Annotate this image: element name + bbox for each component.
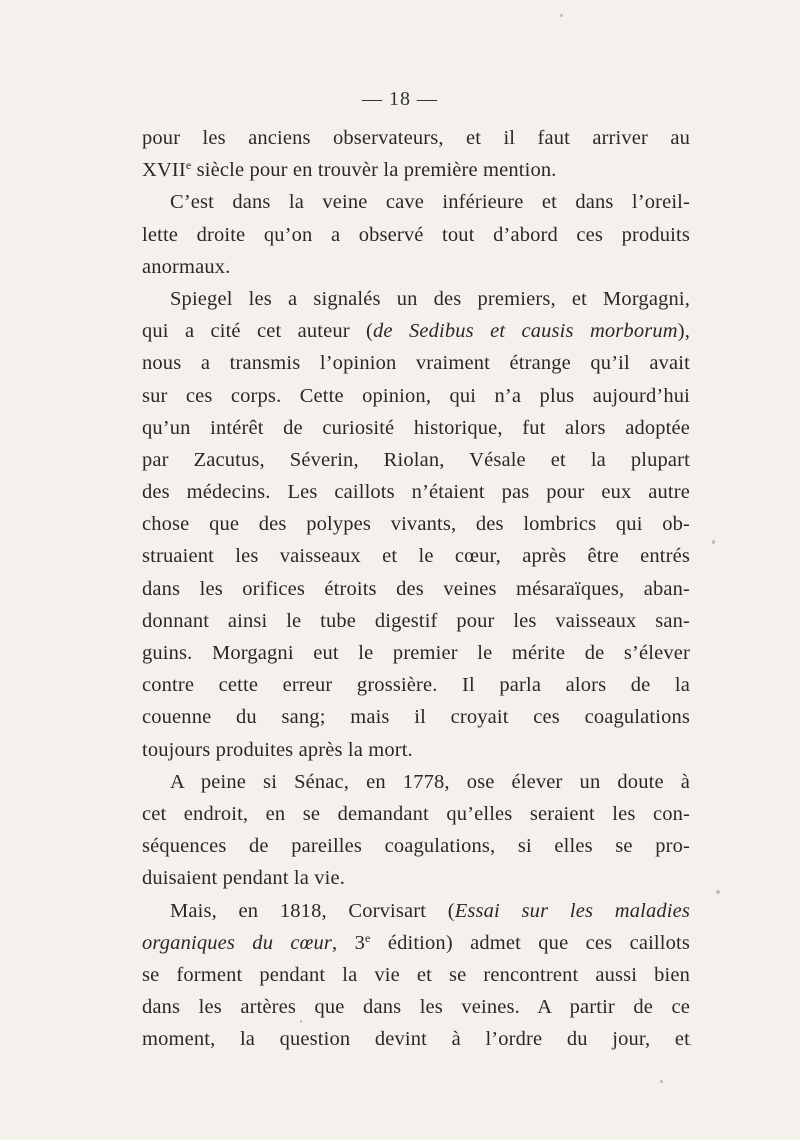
line-segment: XVII: [142, 159, 186, 182]
body-text: [142, 122, 690, 1055]
text-line: A peine si Sénac, en 1778, ose élever un doute à: [170, 770, 690, 793]
text-line: duisaient pendant la vie.: [142, 867, 345, 890]
line-segment: siècle pour en trouvèr la première mention.: [191, 159, 557, 182]
text-line: dans les artères que dans les veines. A partir de ce: [142, 996, 690, 1019]
line-segment: qui a cité cet auteur (: [142, 320, 374, 343]
text-line: pour les anciens observateurs, et il faut arriver au: [142, 127, 690, 149]
text-line: qu’un intérêt de curiosité historique, fut alors adoptée: [142, 416, 690, 439]
text-line: nous a transmis l’opinion vraiment étrange qu’il avait: [142, 352, 690, 375]
text-line: [142, 927, 690, 959]
text-line: chose que des polypes vivants, des lombrics qui ob-: [142, 513, 690, 536]
text-line: séquences de pareilles coagulations, si elles se pro-: [142, 835, 690, 858]
text-line: couenne du sang; mais il croyait ces coagulations: [142, 706, 690, 729]
page-number: — 18 —: [362, 88, 438, 110]
italic-title: de Sedibus et causis morborum: [373, 320, 678, 343]
line-segment: Mais, en 1818, Corvisart (: [170, 899, 455, 922]
paper-speck: [716, 890, 720, 894]
line-segment: ),: [677, 320, 690, 343]
italic-title: Essai sur les maladies: [454, 899, 690, 922]
text-line: donnant ainsi le tube digestif pour les vaisseaux san-: [142, 609, 690, 632]
paper-speck: [712, 540, 715, 544]
text-line: dans les orifices étroits des veines mésaraïques, aban-: [142, 577, 690, 600]
italic-title: organiques du cœur: [142, 931, 333, 954]
text-line: toujours produites après la mort.: [142, 738, 413, 761]
text-line: se forment pendant la vie et se rencontrent aussi bien: [142, 963, 690, 986]
superscript: e: [365, 930, 371, 945]
line-segment: , 3: [332, 931, 366, 954]
text-line: [142, 154, 690, 186]
paper-speck: [690, 1044, 692, 1046]
text-line: contre cette erreur grossière. Il parla alors de la: [142, 674, 690, 697]
paper-speck: [560, 14, 563, 17]
text-line: guins. Morgagni eut le premier le mérite de s’élever: [142, 642, 690, 664]
superscript: e: [185, 158, 192, 173]
text-line: moment, la question devint à l’ordre du jour, et: [142, 1028, 690, 1051]
line-segment: édition) admet que ces caillots: [370, 931, 690, 954]
paper-speck: [660, 1080, 663, 1083]
text-line: struaient les vaisseaux et le cœur, après être entrés: [142, 545, 690, 568]
text-line: cet endroit, en se demandant qu’elles seraient les con-: [142, 802, 690, 825]
text-line: Spiegel les a signalés un des premiers, et Morgagni,: [170, 287, 690, 310]
text-line: [142, 895, 690, 927]
text-line: [142, 315, 690, 347]
text-line: anormaux.: [142, 255, 231, 278]
text-line: par Zacutus, Séverin, Riolan, Vésale et la plupart: [142, 448, 690, 471]
text-line: des médecins. Les caillots n’étaient pas pour eux autre: [142, 481, 690, 504]
paper-speck: [300, 1020, 302, 1023]
text-line: lette droite qu’on a observé tout d’abord ces produits: [142, 223, 690, 246]
text-line: sur ces corps. Cette opinion, qui n’a plus aujourd’hui: [142, 384, 690, 407]
text-line: C’est dans la veine cave inférieure et dans l’oreil-: [170, 191, 690, 214]
